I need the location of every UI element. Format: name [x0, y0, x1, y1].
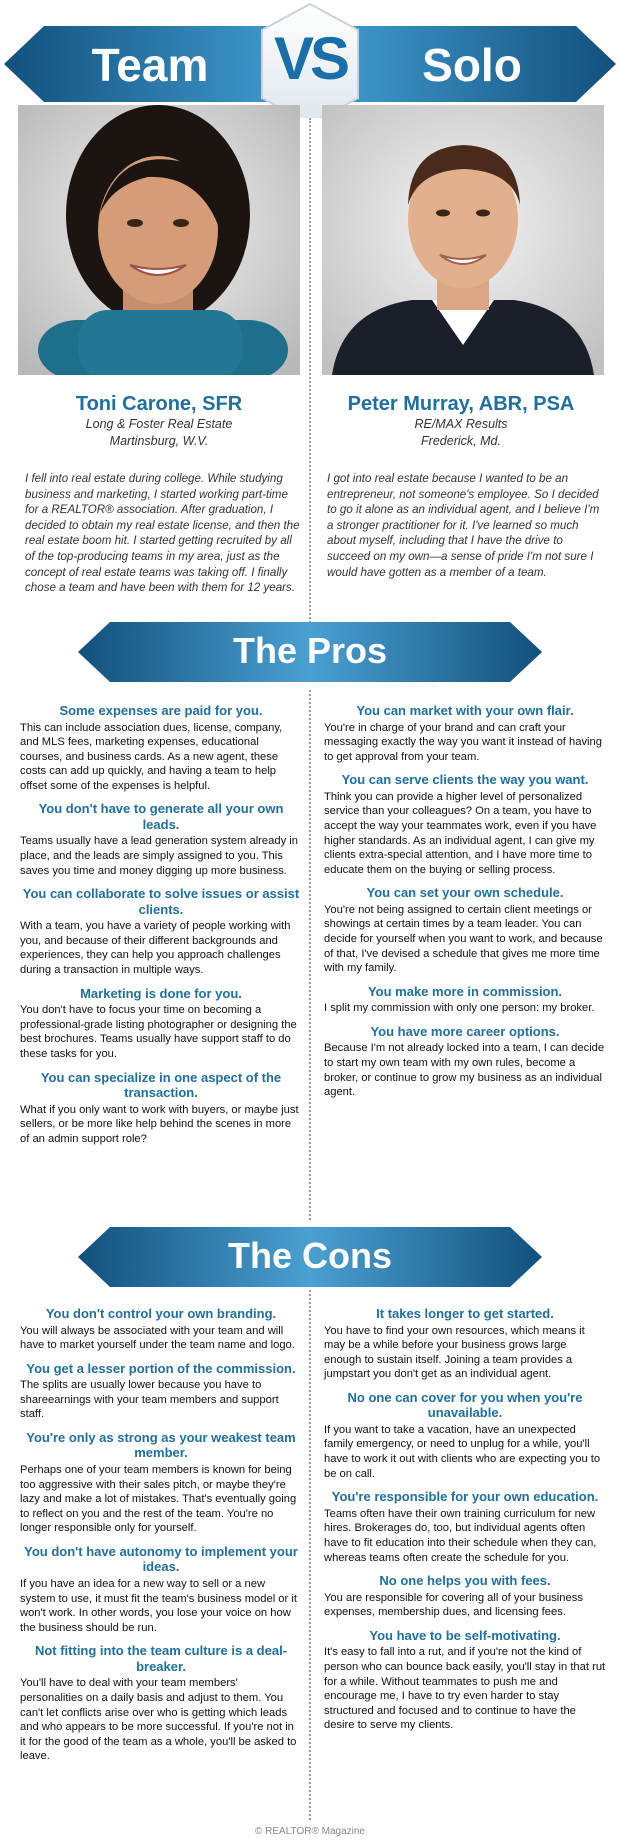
list-item	[20, 1430, 302, 1536]
list-item	[324, 1390, 606, 1481]
item-text: I split my commission with only one person: my broker.	[324, 1002, 595, 1015]
item-heading: You have to be self-motivating.	[369, 1627, 561, 1643]
pros-solo-column	[324, 703, 606, 1108]
toni-carone-photo	[18, 105, 300, 375]
vs-label: VS	[273, 25, 347, 92]
item-heading: You get a lesser portion of the commission.	[26, 1360, 296, 1376]
item-heading: Some expenses are paid for you.	[59, 703, 263, 718]
item-heading: No one can cover for you when you're unavailable.	[347, 1389, 583, 1421]
list-item	[20, 1070, 302, 1147]
item-heading: You don't have to generate all your own leads.	[38, 801, 284, 832]
solo-label: Solo	[422, 39, 522, 91]
item-heading: You're only as strong as your weakest team member.	[26, 1429, 296, 1461]
header-banner	[0, 0, 620, 118]
item-text: This can include association dues, license, company, and MLS fees, marketing expenses, educational courses, and business cards. As a new agent, these costs can add up quickly, and having a team to help offset some of the expenses is helpful.	[20, 721, 283, 792]
center-divider	[309, 1290, 311, 1820]
cons-ribbon	[78, 1225, 542, 1289]
item-text: Perhaps one of your team members is known for being too aggressive with their sales pitch, or maybe they're lazy and make a lot of mistakes. That's eventually going to reflect on you and the rest of the team. You're no longer responsible only for yourself.	[20, 1463, 297, 1535]
item-text: The splits are usually lower because you have to shareearnings with your team members and support staff.	[20, 1379, 279, 1421]
list-item	[20, 1643, 302, 1764]
list-item	[20, 1306, 302, 1353]
list-item	[20, 886, 302, 977]
list-item	[20, 703, 302, 793]
list-item	[324, 1489, 606, 1565]
item-heading: You don't control your own branding.	[45, 1306, 277, 1321]
right-story: I got into real estate because I wanted to be an entrepreneur, not someone's employee. So I decided to go it alone as an individual agent, and I believe I'm a stronger practitioner for it. I've learned so much about myself, including that I have the drive to succeed on my own—a sense of pride I'm not sure I would have gotten as a member of a team.	[327, 472, 600, 579]
item-heading: You can serve clients the way you want.	[341, 772, 589, 788]
item-heading: It takes longer to get started.	[376, 1306, 554, 1321]
team-label: Team	[91, 39, 209, 91]
list-item	[324, 984, 606, 1016]
item-text: If you have an idea for a new way to sell or a new system to use, it must fit the team's business model or it won't work. In other words, you lose your voice on how the business should be run.	[20, 1577, 297, 1634]
list-item	[324, 1573, 606, 1620]
item-text: Because I'm not already locked into a team, I can decide to start my own team with my own rules, become a broker, or continue to grow my business as an individual agent.	[324, 1042, 605, 1099]
person-name: Peter Murray, ABR, PSA	[347, 393, 575, 415]
list-item	[324, 1024, 606, 1100]
item-heading: You're responsible for your own education.	[331, 1489, 599, 1505]
item-text: It's easy to fall into a rut, and if you're not the kind of person who can bounce back easily, you'll stay in that rut for a while. Without teammates to push me and encourage me, I have to try even harder to stay structured and focused and to continue to have the desire to serve my clients.	[324, 1646, 606, 1732]
item-heading: You can set your own schedule.	[366, 885, 564, 901]
item-heading: You can collaborate to solve issues or assist clients.	[22, 886, 300, 917]
cons-solo-column	[324, 1306, 606, 1741]
item-text: You are responsible for covering all of your business expenses, membership dues, and licensing fees.	[324, 1591, 583, 1619]
list-item	[20, 801, 302, 878]
person-name: Toni Carone, SFR	[75, 393, 243, 415]
item-heading: Marketing is done for you.	[80, 985, 242, 1001]
person-company: RE/MAX Results	[414, 417, 508, 431]
item-heading: You make more in commission.	[367, 983, 563, 999]
person-company: Long & Foster Real Estate	[85, 417, 233, 431]
list-item	[324, 772, 606, 877]
item-heading: No one helps you with fees.	[379, 1573, 551, 1589]
person-location: Martinsburg, W.V.	[109, 434, 209, 448]
item-text: If you want to take a vacation, have an unexpected family emergency, or need to unplug for a while, you'll have to work it out with clients who are expecting you to be on call.	[324, 1423, 601, 1480]
cons-title: The Cons	[227, 1235, 392, 1276]
item-text: Teams often have their own training curriculum for new hires. Brokerages do, too, but individual agents often have to fit education into their schedule when they can, whereas teams often create the schedule for you.	[324, 1507, 597, 1564]
person-location: Frederick, Md.	[421, 434, 501, 448]
item-heading: You can market with your own flair.	[356, 703, 574, 718]
item-heading: You can specialize in one aspect of the transaction.	[40, 1069, 282, 1100]
item-text: You're in charge of your brand and can craft your messaging exactly the way you want it instead of having to get approval from your team.	[324, 721, 602, 763]
item-text: You'll have to deal with your team members' personalities on a daily basis and adjust to them. You can't let conflicts arise over who is getting which leads and who appears to be more successful. If you're not in it for the good of the team as a whole, you'll be asked to leave.	[20, 1677, 297, 1763]
item-text: With a team, you have a variety of people working with you, and because of their different backgrounds and experiences, they can help you approach challenges during a transaction in multiple ways.	[20, 920, 291, 977]
pros-title: The Pros	[232, 630, 388, 671]
item-text: You will always be associated with your team and will have to market yourself under the team name and logo.	[20, 1324, 295, 1352]
cons-team-column	[20, 1306, 302, 1772]
list-item	[20, 1544, 302, 1635]
item-text: Think you can provide a higher level of personalized service than your colleagues? On a team, you have to accept the way your teammates work, even if you have higher standards. As an individual agent, I can give my clients extra-special attention, and I have more time to educate them on the buying or selling process.	[324, 790, 597, 876]
peter-murray-photo	[322, 105, 604, 375]
pros-ribbon	[78, 620, 542, 684]
list-item	[324, 1306, 606, 1382]
item-heading: You have more career options.	[370, 1023, 560, 1039]
list-item	[20, 986, 302, 1062]
list-item	[324, 1628, 606, 1733]
left-story: I fell into real estate during college. While studying business and marketing, I started working part-time for a REALTOR® association. After graduation, I decided to obtain my real estate license, and then the real estate boom hit. I started getting recruited by all of the top-producing teams in my area, just as the concept of real estate teams was taking off. I finally chose a team and have been with them for 12 years.	[25, 472, 300, 595]
item-text: You don't have to focus your time on becoming a professional-grade listing photographer or designing the best brochures. Teams usually have support staff to do these tasks for you.	[20, 1004, 297, 1060]
list-item	[324, 703, 606, 764]
list-item	[20, 1361, 302, 1422]
list-item	[324, 885, 606, 975]
item-text: What if you only want to work with buyers, or maybe just sellers, or be more like help behind the scenes in more of an admin support role?	[20, 1103, 299, 1145]
right-profile	[316, 393, 606, 450]
item-heading: You don't have autonomy to implement your ideas.	[24, 1543, 298, 1575]
item-text: You're not being assigned to certain client meetings or showings at certain times by a team leader. You can decide for yourself when you want to work, and because of that, I've devised a schedule that gives me more time with my family.	[324, 903, 603, 975]
item-text: You have to find your own resources, which means it may be a while before your business grows large enough to sustain itself. Joining a team provides a jumpstart you don't get as an individual agent.	[324, 1324, 585, 1381]
item-heading: Not fitting into the team culture is a deal-breaker.	[34, 1643, 288, 1674]
center-divider	[309, 118, 311, 623]
center-divider	[309, 690, 311, 1220]
left-profile	[14, 393, 304, 450]
pros-team-column	[20, 703, 302, 1154]
item-text: Teams usually have a lead generation system already in place, and the leads are simply assigned to you. This saves you time and money digging up more business.	[20, 835, 298, 877]
footer-credit: © REALTOR® Magazine	[255, 1826, 365, 1837]
